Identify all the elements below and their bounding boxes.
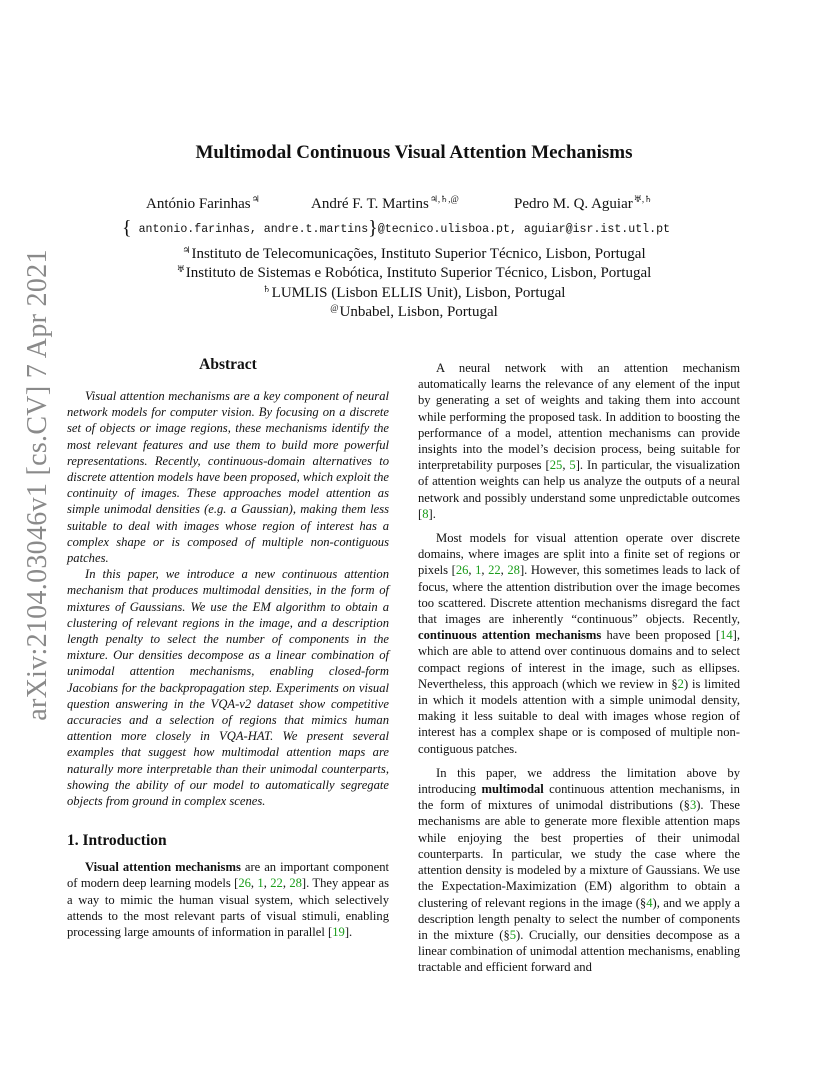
author-emails [122, 217, 722, 240]
author-name: António Farinhas [146, 196, 251, 212]
affil-mark: ♅ [176, 264, 185, 274]
section-link[interactable]: 4 [646, 895, 653, 910]
affil-text: Instituto de Telecomunicações, Instituto Superior Técnico, Lisbon, Portugal [191, 246, 646, 262]
bold-term: continuous attention mechanisms [418, 628, 602, 643]
citation-link[interactable]: 1 [257, 876, 264, 891]
affiliation-3 [0, 284, 828, 302]
affiliation-4 [0, 303, 828, 321]
section-link[interactable]: 2 [677, 676, 684, 691]
left-column [67, 356, 389, 940]
affil-text: LUMLIS (Lisbon ELLIS Unit), Lisbon, Portugal [271, 285, 566, 301]
bold-term: multimodal [481, 782, 544, 797]
body-paragraph: Most models for visual attention operate over discrete domains, where images are split into a finite set of regions or pixels [26, 1, 22, 28]. However, this sometimes leads to lack of focus, where the attention distribution over the image becomes too scattered. Discrete attention mechanisms disregard the fact that images are inherently “continuous” objects. Recently, continuous attention mechanisms have been proposed [14], which are able to attend over continuous domains and to select compact regions of interest in the image, such as ellipses. Nevertheless, this approach (which we review in §2) is limited in which it models attention with a simple unimodal density, making it less suitable to deal with images whose region of interest has a complex shape or is composed of multiple non-contiguous patches. [418, 531, 741, 756]
affil-mark: ♄ [262, 284, 271, 294]
author-2 [311, 194, 459, 213]
citation-link[interactable]: 22 [488, 563, 501, 578]
citation-link[interactable]: 14 [720, 628, 733, 643]
bold-term: Visual attention mechanisms [85, 860, 241, 875]
abstract-paragraph: In this paper, we introduce a new continuous attention mechanism that produces multimodal densities, in the form of mixtures of Gaussians. We use the EM algorithm to obtain a clustering of relevant regions in the image, and a description length penalty to select the number of components in the mixture. Our densities decompose as a linear combination of unimodal attention mechanisms, enabling closed-form Jacobians for the backpropagation step. Experiments on visual question answering in the VQA-v2 dataset show competitive accuracies and a selection of regions that mimics human attention more closely in VQA-HAT. We present several examples that suggest how multimodal attention maps are naturally more interpretable than their unimodal counterparts, showing the ability of our model to automatically segregate objects from ground in complex scenes. [67, 567, 389, 809]
author-1 [146, 194, 260, 213]
affil-mark: ♃ [182, 245, 191, 255]
author-name: André F. T. Martins [311, 196, 429, 212]
paper-title: Multimodal Continuous Visual Attention Mechanisms [195, 142, 633, 163]
citation-link[interactable]: 5 [569, 458, 576, 473]
citation-link[interactable]: 28 [289, 876, 302, 891]
email-open-brace: { [122, 217, 132, 239]
arxiv-stamp [20, 249, 56, 721]
affil-text: Unbabel, Lisbon, Portugal [339, 304, 498, 320]
right-column [418, 360, 740, 976]
citation-link[interactable]: 26 [455, 563, 469, 578]
section-link[interactable]: 5 [509, 927, 517, 942]
affiliation-2 [0, 264, 828, 282]
body-paragraph: A neural network with an attention mechanism automatically learns the relevance of any element of the input by generating a set of weights and taking them into account while performing the proposed task. In addition to boosting the performance of a model, attention mechanisms can provide insights into the model’s decision process, being suitable for interpretability purposes [25, 5]. In particular, the visualization of attention weights can help us analyze the outputs of a neural network and possibly understand some unpredictable outcomes [8]. [418, 361, 740, 521]
section-heading: 1. Introduction [67, 832, 167, 850]
section-link[interactable]: 3 [689, 798, 697, 813]
abstract-paragraph: Visual attention mechanisms are a key component of neural network models for computer vision. By focusing on a discrete set of objects or image regions, these mechanisms identify the most relevant features and use them to build more powerful representations. Recently, continuous-domain alternatives to discrete attention models have been proposed, which exploit the continuity of images. These approaches model attention as simple unimodal densities (e.g. a Gaussian), making them less suitable to deal with images whose region of interest has a complex shape or is composed of multiple non-contiguous patches. [67, 389, 389, 566]
citation-link[interactable]: 26 [238, 876, 251, 891]
author-name: Pedro M. Q. Aguiar [514, 196, 633, 212]
intro-paragraph: Visual attention mechanisms are an important component of modern deep learning models [26, 1, 22, 28]. They appear as a way to mimic the human visual system, which selectively attends to the most relevant parts of visual stimuli, enabling processing large amounts of information in parallel [19]. [67, 860, 390, 940]
affil-mark: @ [330, 303, 339, 313]
citation-link[interactable]: 25 [549, 458, 563, 473]
author-3 [514, 194, 652, 213]
citation-link[interactable]: 1 [475, 563, 482, 578]
author-affil-marks: ♅,♄ [633, 194, 653, 204]
affiliation-1 [0, 245, 828, 263]
author-affil-marks: ♃,♄,@ [429, 194, 459, 204]
affil-text: Instituto de Sistemas e Robótica, Instituto Superior Técnico, Lisbon, Portugal [185, 265, 652, 281]
citation-link[interactable]: 28 [507, 563, 520, 578]
author-list [0, 194, 828, 216]
email-close-brace: } [368, 217, 378, 239]
email-domains: @tecnico.ulisboa.pt, aguiar@isr.ist.utl.pt [377, 223, 670, 236]
author-affil-marks: ♃ [251, 194, 260, 204]
citation-link[interactable]: 22 [270, 876, 283, 891]
citation-link[interactable]: 19 [332, 925, 345, 940]
citation-link[interactable]: 8 [422, 506, 429, 521]
body-paragraph: In this paper, we address the limitation above by introducing multimodal continuous attention mechanisms, in the form of mixtures of unimodal distributions (§3). These mechanisms are able to generate more flexible attention maps while enjoying the best properties of their unimodal counterparts. In particular, we study the case where the attention density is modeled by a mixture of Gaussians. We use the Expectation-Maximization (EM) algorithm to obtain a clustering of relevant regions in the image (§4), and we apply a description length penalty to select the number of components in the mixture (§5). Crucially, our densities decompose as a linear combination of unimodal attention mechanisms, enabling tractable and efficient forward and [418, 765, 741, 975]
abstract-heading: Abstract [199, 356, 257, 373]
arxiv-stamp-text: arXiv:2104.03046v1 [cs.CV] 7 Apr 2021 [22, 249, 53, 721]
email-names: antonio.farinhas, andre.t.martins [138, 223, 369, 236]
